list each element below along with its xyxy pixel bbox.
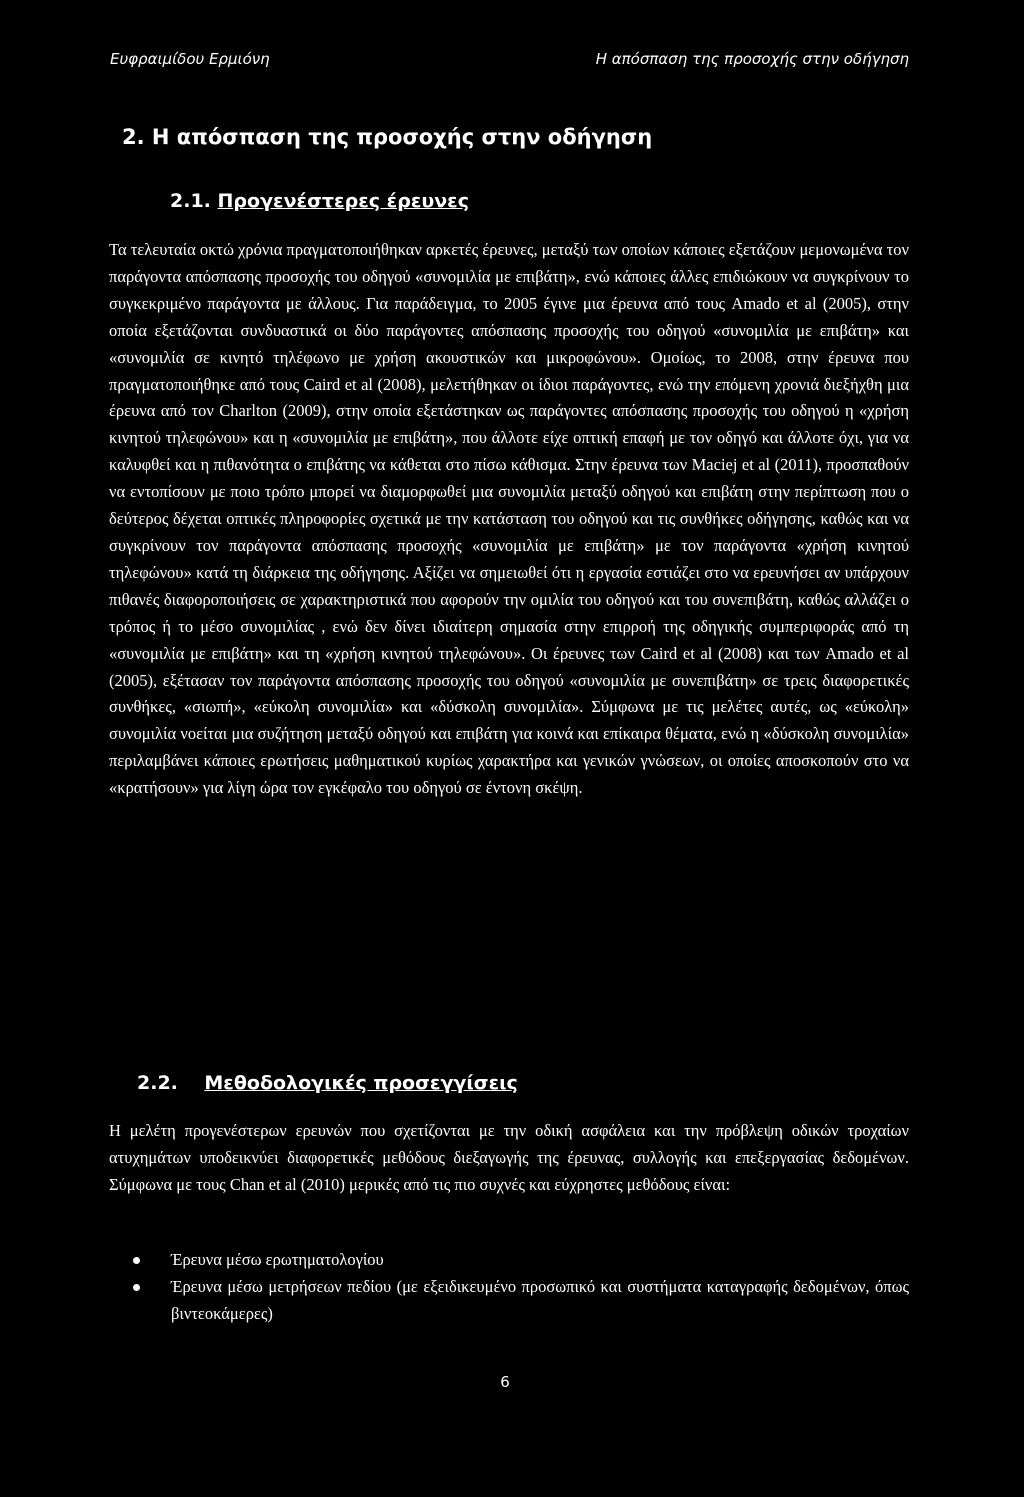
- running-header: [110, 50, 909, 72]
- body-paragraph-methodology: Η μελέτη προγενέστερων ερευνών που σχετίζονται με την οδική ασφάλεια και την πρόβλεψη οδικών τροχαίων ατυχημάτων υποδεικνύει διαφορετικές μεθόδους διεξαγωγής της έρευνας, συλλογής και επεξεργασίας δεδομένων. Σύμφωνα με τους Chan et al (2010) μερικές από τις πιο συχνές και εύχρηστες μεθόδους είναι:: [109, 1121, 909, 1194]
- subsection-heading-2-1: [170, 190, 469, 212]
- subsection-number: 2.1.: [170, 190, 211, 212]
- list-item-text: Έρευνα μέσω ερωτηματολογίου: [171, 1250, 384, 1269]
- list-item: [133, 1247, 909, 1274]
- subsection-number: 2.2.: [137, 1072, 178, 1094]
- list-item-text: Έρευνα μέσω μετρήσεων πεδίου (με εξειδικευμένο προσωπικό και συστήματα καταγραφής δεδομένων, όπως βιντεοκάμερες): [171, 1276, 909, 1323]
- section-number: 2.: [122, 125, 145, 149]
- subsection-title: Προγενέστερες έρευνες: [217, 190, 470, 212]
- subsection-title: Μεθοδολογικές προσεγγίσεις: [204, 1072, 518, 1094]
- bullet-icon: [133, 1284, 140, 1291]
- list-item: [133, 1274, 909, 1328]
- methods-bullet-list: [133, 1247, 909, 1328]
- page-number: 6: [500, 1373, 510, 1391]
- subsection-heading-2-2: [137, 1072, 518, 1094]
- bullet-icon: [133, 1257, 140, 1264]
- section-title: Η απόσπαση της προσοχής στην οδήγηση: [151, 125, 653, 149]
- body-paragraph-previous-research: Τα τελευταία οκτώ χρόνια πραγματοποιήθηκαν αρκετές έρευνες, μεταξύ των οποίων κάποιες εξετάζουν μεμονωμένα τον παράγοντα απόσπασης προσοχής του οδηγού «συνομιλία με επιβάτη», ενώ κάποιες άλλες επιδιώκουν να συγκρίνουν το συγκεκριμένο παράγοντα με άλλους. Για παράδειγμα, το 2005 έγινε μια έρευνα από τους Amado et al (2005), στην οποία εξετάζονται συνδυαστικά οι δύο παράγοντες απόσπασης προσοχής του οδηγού «συνομιλία με επιβάτη» και «συνομιλία σε κινητό τηλέφωνο με χρήση ακουστικών και μικροφώνου». Ομοίως, το 2008, στην έρευνα που πραγματοποιήθηκε από τους Caird et al (2008), μελετήθηκαν οι ίδιοι παράγοντες, ενώ την επόμενη χρονιά διεξήχθη μια έρευνα από τον Charlton (2009), στην οποία εξετάστηκαν ως παράγοντες απόσπασης προσοχής του οδηγού η «χρήση κινητού τηλεφώνου» και η «συνομιλία με επιβάτη», που άλλοτε είχε οπτική επαφή με τον οδηγό και άλλοτε όχι, για να καλυφθεί και η πιθανότητα ο επιβάτης να κάθεται στο πίσω κάθισμα. Στην έρευνα των Maciej et al (2011), προσπαθούν να εντοπίσουν με ποιο τρόπο μπορεί να διαμορφωθεί μια συνομιλία μεταξύ οδηγού και επιβάτη στην περίπτωση που ο δεύτερος δέχεται οπτικές πληροφορίες σχετικά με την κατάσταση του οδηγού και τις συνθήκες οδήγησης, καθώς και να συγκρίνουν τον παράγοντα απόσπασης προσοχής «συνομιλία με επιβάτη» με τον παράγοντα «χρήση κινητού τηλεφώνου» κατά τη διάρκεια της οδήγησης. Αξίζει να σημειωθεί ότι η εργασία εστιάζει στο να ερευνήσει αν υπάρχουν πιθανές διαφοροποιήσεις σε χαρακτηριστικά που αφορούν την ομιλία του οδηγού και του συνεπιβάτη, καθώς αλλάζει ο τρόπος ή το μέσο συνομιλίας , ενώ δεν δίνει ιδιαίτερη σημασία στην επιρροή της οδηγικής συμπεριφοράς από τη «συνομιλία με επιβάτη» και τη «χρήση κινητού τηλεφώνου». Οι έρευνες των Caird et al (2008) και των Amado et al (2005), εξέτασαν τον παράγοντα απόσπασης προσοχής του οδηγού «συνομιλία με συνεπιβάτη» σε τρεις διαφορετικές συνθήκες, «σιωπή», «εύκολη συνομιλία» και «δύσκολη συνομιλία». Σύμφωνα με τις μελέτες αυτές, ως «εύκολη» συνομιλία νοείται μια συζήτηση μεταξύ οδηγού και επιβάτη για κοινά και επίκαιρα θέματα, ενώ η «δύσκολη συνομιλία» περιλαμβάνει κάποιες ερωτήσεις μαθηματικού κυρίως χαρακτήρα και γενικών γνώσεων, οι οποίες αποσκοπούν στο να «κρατήσουν» για λίγη ώρα τον εγκέφαλο του οδηγού σε έντονη σκέψη.: [109, 240, 909, 798]
- header-author: Ευφραιμίδου Ερμιόνη: [110, 50, 270, 68]
- section-heading: [122, 125, 652, 149]
- header-title: Η απόσπαση της προσοχής στην οδήγηση: [595, 50, 909, 68]
